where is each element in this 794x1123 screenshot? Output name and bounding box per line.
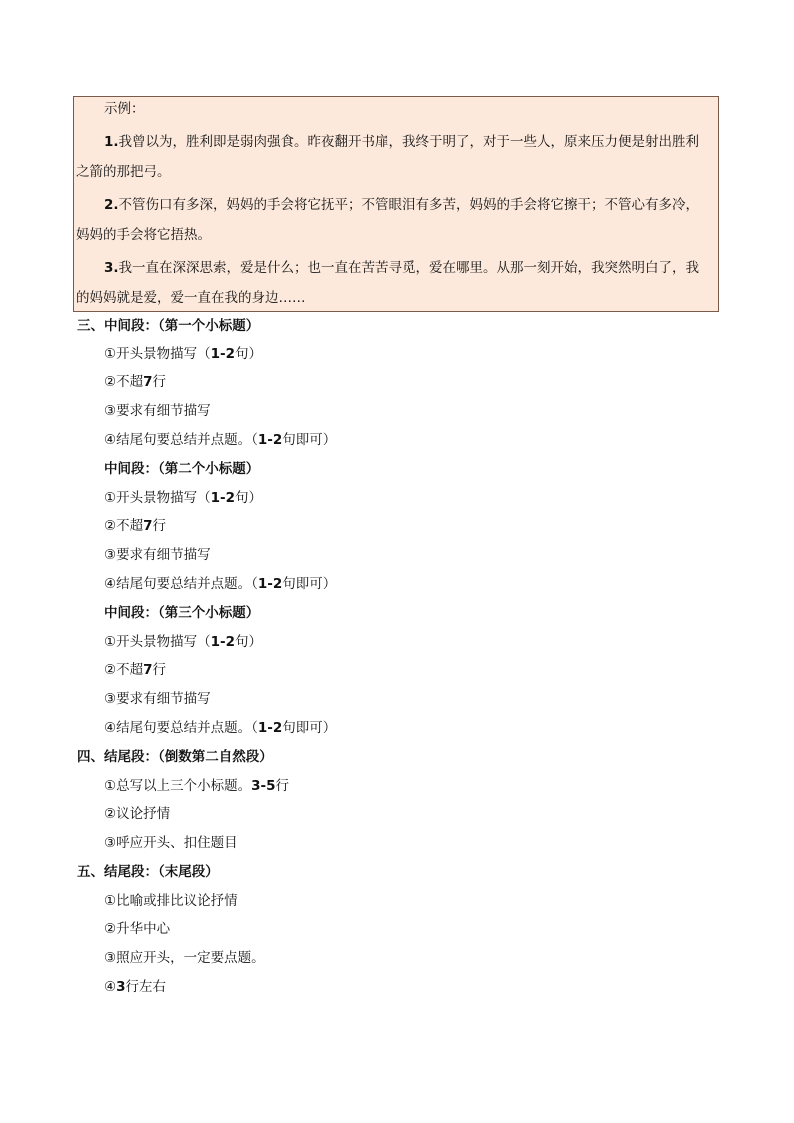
s3-b-item-3: ③要求有细节描写	[104, 547, 211, 563]
s4-item-1: ①总写以上三个小标题。3-5行	[104, 778, 289, 794]
s3-b-item-1: ①开头景物描写（1-2句）	[104, 490, 262, 506]
example-1-line-2: 之箭的那把弓。	[76, 164, 171, 180]
s3-a-item-2: ②不超7行	[104, 374, 167, 390]
example-2-line-1: 2.不管伤口有多深，妈妈的手会将它抚平；不管眼泪有多苦，妈妈的手会将它擦干；不管心有多冷，	[104, 197, 700, 213]
example-box	[73, 96, 719, 312]
example-2-line-2: 妈妈的手会将它捂热。	[76, 227, 211, 243]
s3-c-item-2: ②不超7行	[104, 662, 167, 678]
example-3-line-1: 3.我一直在深深思索，爱是什么；也一直在苦苦寻觅，爱在哪里。从那一刻开始，我突然明白了，我	[104, 260, 700, 276]
section-3-heading: 三、中间段：（第一个小标题）	[77, 318, 260, 334]
section-3-sub-heading-2: 中间段：（第二个小标题）	[104, 461, 260, 477]
s4-item-2: ②议论抒情	[104, 806, 171, 822]
s5-item-3: ③照应开头，一定要点题。	[104, 950, 265, 966]
example-3-line-2: 的妈妈就是爱，爱一直在我的身边……	[76, 290, 306, 306]
s5-item-2: ②升华中心	[104, 921, 171, 937]
s3-a-item-1: ①开头景物描写（1-2句）	[104, 346, 262, 362]
s4-item-3: ③呼应开头、扣住题目	[104, 835, 238, 851]
example-label: 示例：	[104, 101, 145, 117]
s3-c-item-3: ③要求有细节描写	[104, 691, 211, 707]
s3-b-item-4: ④结尾句要总结并点题。（1-2句即可）	[104, 576, 337, 592]
s5-item-4: ④3行左右	[104, 979, 167, 995]
example-1-line-1: 1.我曾以为，胜利即是弱肉强食。昨夜翻开书扉，我终于明了，对于一些人，原来压力便是射出胜利	[104, 134, 700, 150]
section-4-heading: 四、结尾段：（倒数第二自然段）	[77, 749, 273, 765]
s5-item-1: ①比喻或排比议论抒情	[104, 893, 238, 909]
s3-c-item-4: ④结尾句要总结并点题。（1-2句即可）	[104, 720, 337, 736]
s3-b-item-2: ②不超7行	[104, 518, 167, 534]
s3-a-item-4: ④结尾句要总结并点题。（1-2句即可）	[104, 432, 337, 448]
s3-c-item-1: ①开头景物描写（1-2句）	[104, 634, 262, 650]
section-3-sub-heading-3: 中间段：（第三个小标题）	[104, 605, 260, 621]
s3-a-item-3: ③要求有细节描写	[104, 403, 211, 419]
section-5-heading: 五、结尾段：（末尾段）	[77, 864, 219, 880]
